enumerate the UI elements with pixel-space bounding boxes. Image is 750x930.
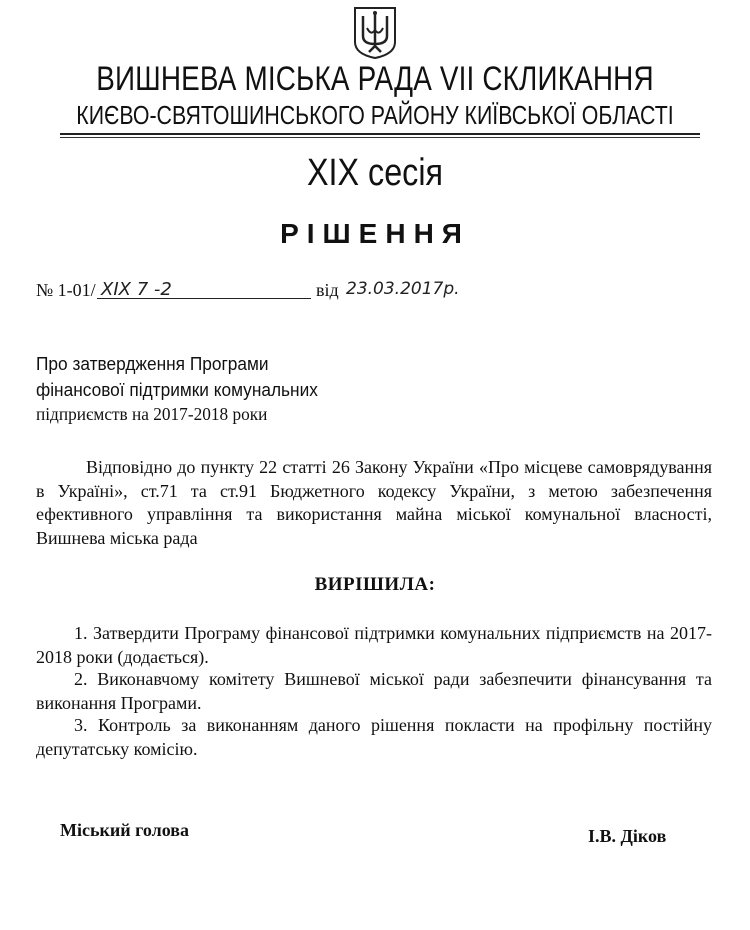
decision-item-2 <box>36 668 712 715</box>
item-number: 2. <box>74 669 88 689</box>
signer-name: І.В. Діков <box>588 826 667 846</box>
item-text: Затвердити Програму фінансової підтримки комунальних підприємств на 2017-2018 роки (додається). <box>36 623 712 667</box>
preamble-paragraph: Відповідно до пункту 22 статті 26 Закону України «Про місцеве самоврядування в Україні», ст.71 та ст.91 Бюджетного кодексу України, з метою забезпечення ефективного управління та використання майна міської комунальної власності, Вишнева міська рада <box>36 457 712 548</box>
subject-line-3: підприємств на 2017-2018 роки <box>36 404 268 424</box>
decision-item-1 <box>36 622 712 669</box>
item-number: 3. <box>74 715 88 735</box>
subject-line-2: фінансової підтримки комунальних <box>36 380 318 400</box>
document-title: РІШЕННЯ <box>280 218 470 249</box>
decision-item-3 <box>36 714 712 761</box>
subject-line-1: Про затвердження Програми <box>36 354 269 374</box>
number-prefix: № 1-01/ <box>36 280 96 300</box>
handwritten-number: XIX 7 -2 <box>101 279 172 300</box>
item-text: Виконавчому комітету Вишневої міської ради забезпечити фінансування та виконання Програми. <box>36 669 713 713</box>
decided-heading: ВИРІШИЛА: <box>314 574 436 595</box>
session-label: XIX сесія <box>307 152 443 194</box>
item-text: Контроль за виконанням даного рішення покласти на профільну постійну депутатську комісію. <box>36 715 713 759</box>
header-divider-thin <box>60 137 700 138</box>
council-name: ВИШНЕВА МІСЬКА РАДА VII СКЛИКАННЯ <box>96 60 654 98</box>
handwritten-date: 23.03.2017р. <box>346 279 460 299</box>
date-from-label: від <box>316 280 339 300</box>
item-number: 1. <box>74 623 88 643</box>
district-name: КИЄВО-СВЯТОШИНСЬКОГО РАЙОНУ КИЇВСЬКОЇ ОБЛАСТІ <box>76 100 674 130</box>
signer-position: Міський голова <box>60 820 189 840</box>
header-divider <box>60 133 700 135</box>
trident-icon <box>353 6 397 60</box>
